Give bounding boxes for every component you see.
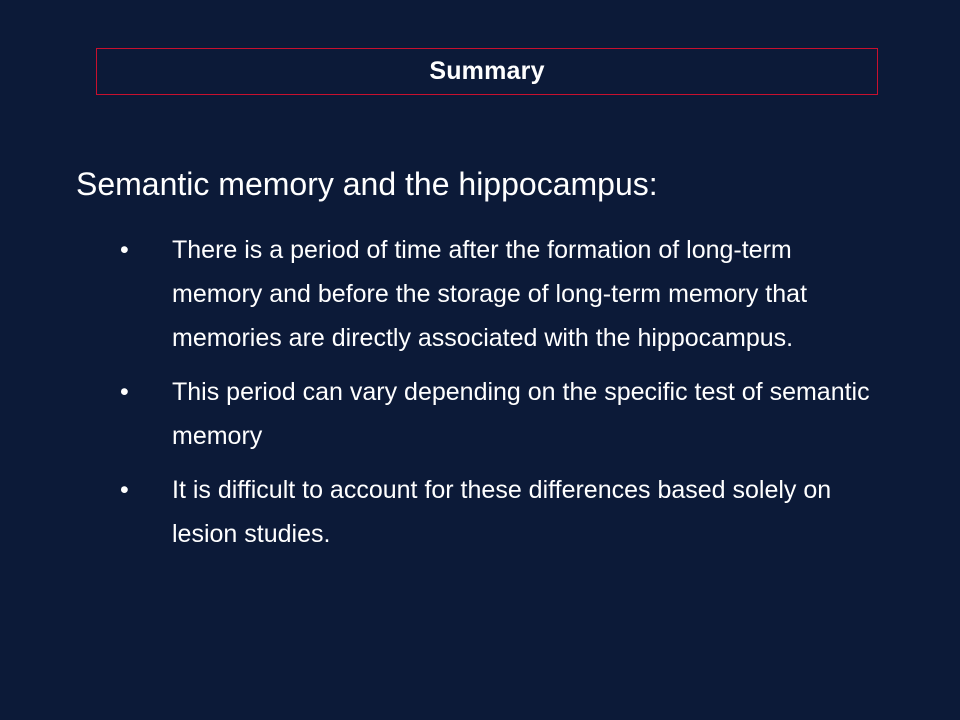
bullet-marker: • [120,236,129,264]
title-box [96,48,878,95]
bullet-text: There is a period of time after the formation of long-term memory and before the storage of long-term memory that memories are directly associated with the hippocampus. [172,236,808,352]
bullet-list [118,228,888,566]
bullet-text: This period can vary depending on the specific test of semantic memory [172,378,870,450]
slide-title: Summary [429,57,545,85]
bullet-item [118,468,888,556]
bullet-item [118,370,888,458]
bullet-item [118,228,888,360]
slide-heading: Semantic memory and the hippocampus: [76,166,658,202]
bullet-text: It is difficult to account for these differences based solely on lesion studies. [172,476,832,548]
bullet-marker: • [120,378,129,406]
bullet-marker: • [120,476,129,504]
